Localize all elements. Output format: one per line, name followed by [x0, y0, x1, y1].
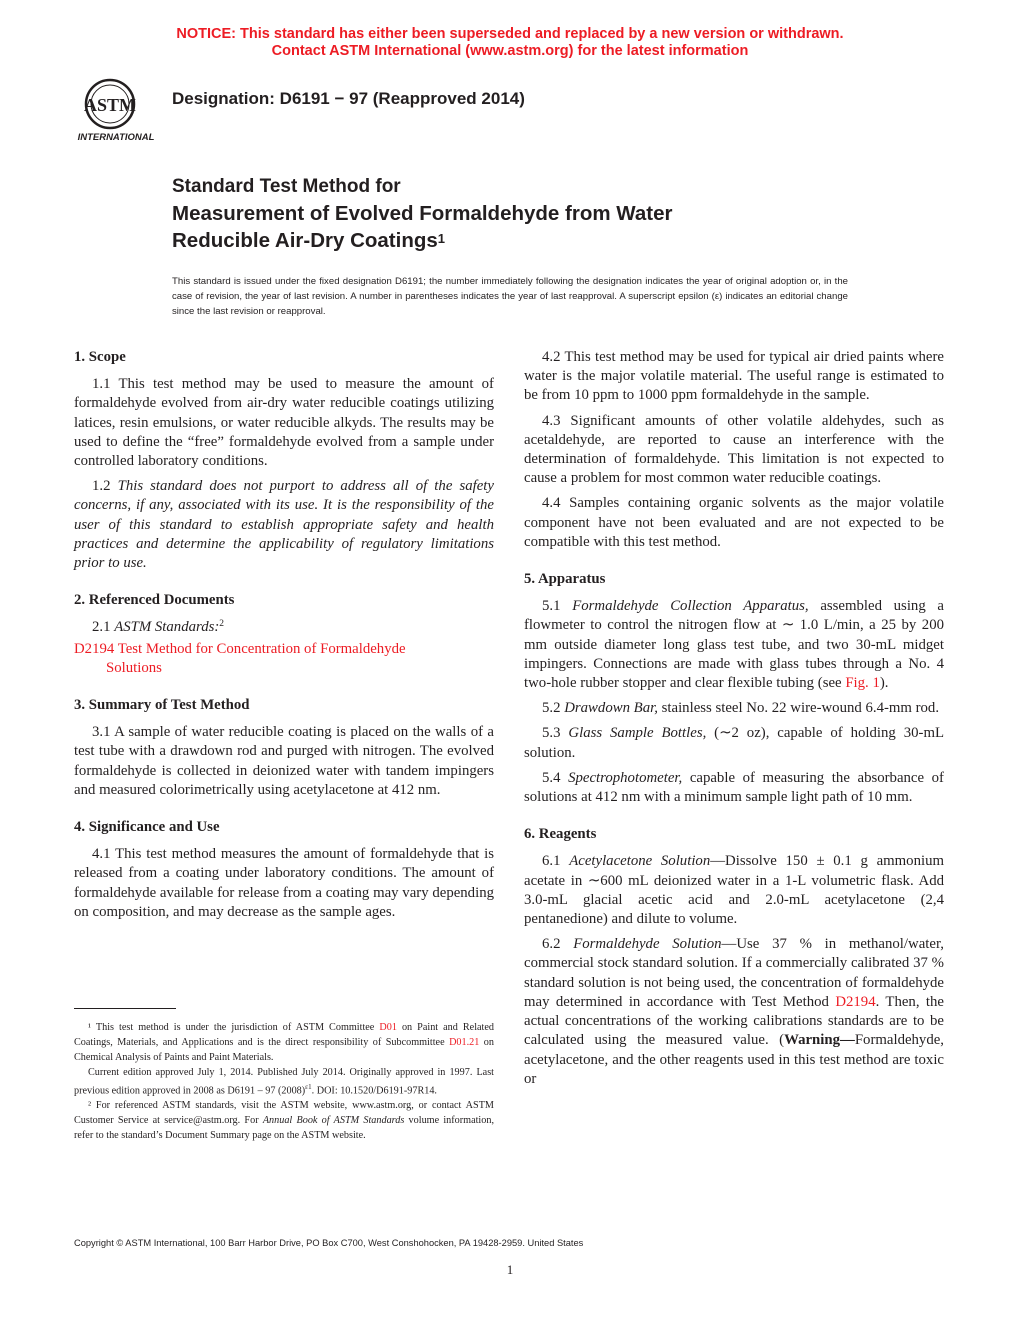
paragraph-6-1: 6.1 Acetylacetone Solution—Dissolve 150 ± 0.1 g ammonium acetate in ∼600 mL deionized water in a 1-L volumetric flask. Add 3.0-mL glacial acetic acid and 2.0-mL acetylacetone (2,4 pentanedione) and dilute to volume. — [524, 853, 944, 928]
paragraph-5-4: 5.4 Spectrophotometer, capable of measuring the absorbance of solutions at 412 nm with a minimum sample light path of 10 mm. — [524, 769, 944, 806]
section-heading-apparatus: 5. Apparatus — [524, 571, 606, 588]
section-heading-referenced-documents: 2. Referenced Documents — [74, 592, 235, 609]
committee-d01-link[interactable]: D01 — [379, 1022, 397, 1033]
title-line-1: Standard Test Method for — [172, 176, 401, 197]
left-column — [74, 348, 494, 928]
notice-banner — [0, 26, 1020, 60]
paragraph-2-1: 2.1 ASTM Standards:$^2$ — [92, 619, 225, 636]
svg-text:ASTM: ASTM — [83, 95, 137, 115]
title-line-2: Measurement of Evolved Formaldehyde from Water — [172, 202, 673, 225]
paragraph-1-1: 1.1 This test method may be used to measure the amount of formaldehyde evolved from air-dry water reducible coatings utilizing latices, resin emulsions, or water reducible alkyds. The results may be used to define the “free” formaldehyde evolved from a sample under controlled laboratory conditions. — [74, 376, 494, 470]
footnotes — [74, 1020, 494, 1143]
paragraph-4-2: 4.2 This test method may be used for typical air dried paints where water is the major volatile material. The useful range is estimated to be from 10 ppm to 1000 ppm formaldehyde in the sample. — [524, 349, 944, 404]
footnote-2: ² For referenced ASTM standards, visit the ASTM website, www.astm.org, or contact ASTM Customer Service at service@astm.org. For Annual Book of ASTM Standards volume information, refer to the standard’s Document Summary page on the ASTM website. — [74, 1100, 494, 1142]
section-heading-scope: 1. Scope — [74, 349, 126, 365]
paragraph-5-1: 5.1 Formaldehyde Collection Apparatus, assembled using a flowmeter to control the nitrogen flow at ∼ 1.0 L/min, a 25 by 200 mm outside diameter long glass test tube, and two 30-mL midget impingers. Connections are made with glass tubes through a No. 4 two-hole rubber stopper and clear flexible tubing (see Fig. 1). — [524, 598, 944, 692]
notice-line-2: Contact ASTM International (www.astm.org) for the latest information — [271, 43, 749, 59]
subcommittee-link[interactable]: D01.21 — [449, 1037, 480, 1048]
reference-title-cont[interactable]: Solutions — [106, 659, 162, 676]
paragraph-6-2: 6.2 Formaldehyde Solution—Use 37 % in methanol/water, commercial stock standard solution. If a commercially calibrated 37 % standard solution is not being used, the concentration of formaldehyde may determined in accordance with Test Method D2194. Then, the actual concentrations of the working calibrations standards are to be calculated using the measured value. (Warning—Formaldehyde, acetylacetone, and the other reagents used in this test method are toxic or — [524, 936, 945, 1087]
reference-code[interactable]: D2194 — [74, 640, 115, 657]
figure-1-link[interactable]: Fig. 1 — [845, 675, 880, 692]
copyright-line: Copyright © ASTM International, 100 Barr Harbor Drive, PO Box C700, West Conshohocken, PA 19428-2959. United States — [74, 1238, 584, 1248]
paragraph-5-3: 5.3 Glass Sample Bottles, (∼2 oz), capable of holding 30-mL solution. — [524, 725, 944, 761]
section-heading-significance: 4. Significance and Use — [74, 819, 220, 836]
footnote-divider — [74, 1008, 176, 1009]
d2194-link[interactable]: D2194 — [835, 993, 876, 1010]
section-heading-reagents: 6. Reagents — [524, 826, 597, 843]
paragraph-4-3: 4.3 Significant amounts of other volatile aldehydes, such as acetaldehyde, are reported to cause an interference with the determination of formaldehyde. This limitation is not expected to cause a problem for most common water reducible coatings. — [524, 412, 944, 487]
intro-paragraph: This standard is issued under the fixed designation D6191; the number immediately following the designation indicates the year of original adoption or, in the case of revision, the year of last revision. A number in parentheses indicates the year of last reapproval. A superscript epsilon (ε) indicates an editorial change since the last revision or reapproval. — [172, 276, 848, 317]
title-footnote-ref[interactable]: 1 — [437, 231, 446, 246]
reference-d2194[interactable] — [74, 640, 494, 678]
footnote-1: ¹ This test method is under the jurisdiction of ASTM Committee D01 on Paint and Related Coatings, Materials, and Applications and is the direct responsibility of Subcommittee D01.21 on Chemical Analysis of Paints and Paint Materials. — [74, 1022, 494, 1063]
reference-title[interactable]: Test Method for Concentration of Formaldehyde — [114, 640, 406, 657]
svg-text:INTERNATIONAL: INTERNATIONAL — [77, 132, 155, 143]
paragraph-3-1: 3.1 A sample of water reducible coating is placed on the walls of a test tube with a drawdown rod and purged with nitrogen. The evolved formaldehyde is collected in deionized water with tandem impingers and measured colorimetrically using acetylacetone at 412 nm. — [74, 724, 494, 798]
designation: Designation: D6191 − 97 (Reapproved 2014) — [172, 89, 525, 108]
right-column — [524, 348, 944, 1095]
paragraph-5-2: 5.2 Drawdown Bar, stainless steel No. 22 wire-wound 6.4-mm rod. — [542, 700, 940, 717]
notice-line-1: NOTICE: This standard has either been superseded and replaced by a new version or withdrawn. — [176, 26, 844, 42]
document-title — [172, 174, 672, 254]
paragraph-4-1: 4.1 This test method measures the amount of formaldehyde that is released from a coating under laboratory conditions. The amount of formaldehyde available for release from a coating may vary depending on composition, and may decrease as the sample ages. — [74, 846, 494, 920]
paragraph-1-2: 1.2 This standard does not purport to address all of the safety concerns, if any, associated with its use. It is the responsibility of the user of this standard to establish appropriate safety and health practices and determine the applicability of regulatory limitations prior to use. — [74, 478, 494, 572]
paragraph-4-4: 4.4 Samples containing organic solvents as the major volatile component have not been evaluated and are not expected to be compatible with this test method. — [524, 495, 944, 550]
footnote-1-edition: Current edition approved July 1, 2014. Published July 2014. Originally approved in 1997. Last previous edition approved in 2008 as D6191 – 97 $(2008)^{\varepsilon 1}$. DOI: 10.1520/D6191-97R14. — [74, 1067, 494, 1097]
title-line-3: Reducible Air-Dry Coatings$^1$ — [172, 229, 446, 252]
page-number: 1 — [506, 1262, 514, 1277]
astm-logo — [72, 74, 160, 144]
section-heading-summary: 3. Summary of Test Method — [74, 697, 250, 714]
